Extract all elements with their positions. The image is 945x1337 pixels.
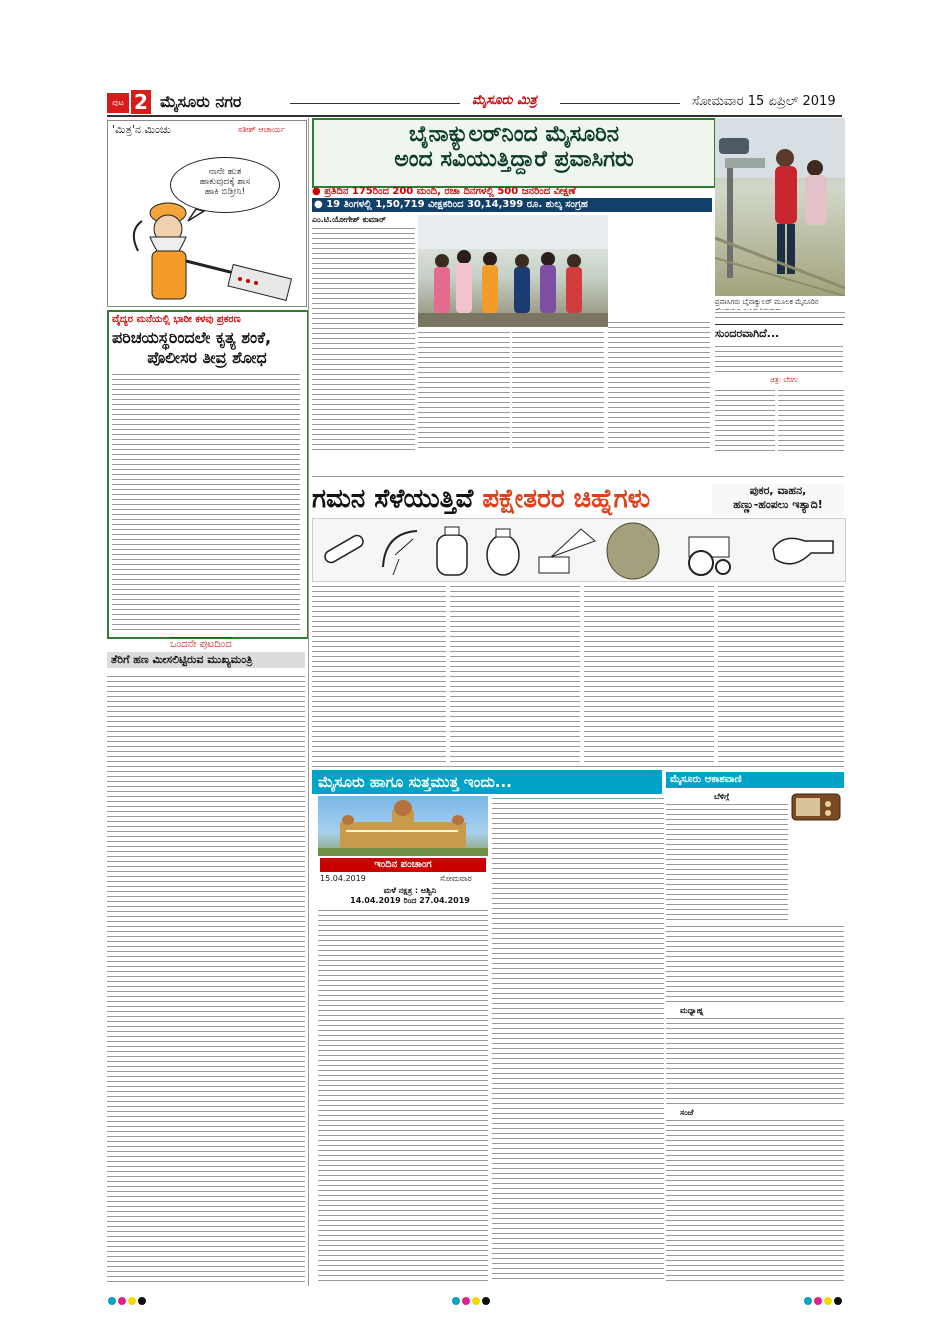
symbols-headline <box>312 482 712 516</box>
symbols-headline-black: ಗಮನ ಸೆಳೆಯುತ್ತಿವೆ <box>312 484 474 514</box>
theft-headline-2: ಪೊಲೀಸರ ತೀವ್ರ ಶೋಧ <box>147 348 267 367</box>
whistle-icon <box>773 538 833 563</box>
cartoon-panel <box>107 120 307 307</box>
radio-title: ಮೈಸೂರು ಆಕಾಶವಾಣಿ <box>666 772 844 788</box>
tourists-group-illustration <box>418 215 608 327</box>
symbols-side-line-1: ಪುಕರ, ವಾಹನ, <box>749 484 807 497</box>
lead-body-col-1 <box>312 226 415 350</box>
gramophone-icon <box>539 529 595 573</box>
lead-body-col-1b <box>312 352 415 452</box>
lead-headline-line-2: ಅಂದ ಸವಿಯುತ್ತಿದ್ದಾರೆ ಪ್ರವಾಸಿಗರು <box>394 147 634 172</box>
page-label: ಪುಟ <box>107 93 129 113</box>
radio-body-2 <box>666 924 844 1004</box>
grenade-icon <box>487 529 519 575</box>
symbols-body-col-1 <box>312 584 446 764</box>
tractor-icon <box>689 537 730 575</box>
radio-slot-morning: ಬೆಳಿಗ್ಗೆ <box>714 792 730 801</box>
registration-marks-left <box>108 1290 148 1309</box>
lead-photo-caption: ಪ್ರವಾಸಿಗರು ಬೈನಾಕ್ಯುಲರ್ ಮೂಲಕ ಮೈಸೂರಿನ <box>715 298 819 306</box>
radio-icon <box>790 788 842 822</box>
lead-side-photo-credit: ಚಿತ್ರ: ಬೆರಗು <box>770 376 799 384</box>
jackfruit-icon <box>607 523 659 579</box>
column-rule-1 <box>308 118 309 1286</box>
panchanga-date: 15.04.2019 <box>320 874 366 883</box>
radio-morning-body <box>666 802 788 922</box>
one-more-body <box>107 674 305 1282</box>
header-rule <box>107 115 842 117</box>
lead-bullet-2: ● 19 ತಿಂಗಳಲ್ಲಿ 1,50,719 ವೀಕ್ಷಕರಿಂದ 30,14,399 ರೂ. ಶುಲ್ಕ ಸಂಗ್ರಹ <box>312 198 712 212</box>
column-rule-2 <box>312 476 844 477</box>
lead-side-body-3 <box>778 388 844 452</box>
lead-side-body-1 <box>715 344 843 374</box>
lead-body-col-3 <box>512 330 604 452</box>
symbols-strip <box>312 518 846 582</box>
mysore-palace-illustration <box>318 796 488 856</box>
symbols-body-col-2 <box>450 584 580 764</box>
header-rule-left <box>290 103 460 104</box>
one-more-label: ಒಂದನೇ ಪುಟದಿಂದ <box>170 639 232 650</box>
speech-line-3: ಹಾಕಿ ಬಿಡ್ತೀನಿ! <box>204 187 246 197</box>
gas-cylinder-icon <box>437 527 467 575</box>
panchanga-weekday: ಸೋಮವಾರ <box>440 874 472 883</box>
cartoon-title: 'ಮಿತ್ರ'ನ ಮಿಂಚು <box>112 123 171 136</box>
lead-body-col-2 <box>418 330 510 452</box>
page-number: 2 <box>131 90 151 114</box>
cartoon-illustration <box>108 121 306 306</box>
lead-group-photo <box>418 215 608 327</box>
registration-marks-center <box>452 1290 492 1309</box>
registration-marks-right <box>804 1290 844 1309</box>
one-more-headline: ತೆರಿಗೆ ಹಣ ಮೀಸಲಿಟ್ಟಿರುವ ಮುಖ್ಯಮಂತ್ರಿ <box>107 652 305 668</box>
cartoon-credit: ಸತೀಶ್ ಆಚಾರ್ಯ <box>238 125 285 134</box>
lead-subhead: ಸುಂದರವಾಗಿದೆ... <box>715 324 843 343</box>
panchanga-body <box>318 908 488 1282</box>
lead-headline-line-1: ಬೈನಾಕ್ಯುಲರ್‌ನಿಂದ ಮೈಸೂರಿನ <box>408 122 620 147</box>
header-rule-right <box>560 103 680 104</box>
radio-body-3 <box>666 1016 844 1106</box>
panchanga-title: ಇಂದಿನ ಪಂಚಾಂಗ <box>320 858 486 872</box>
theft-headline-1: ಪರಿಚಯಸ್ಥರಿಂದಲೇ ಕೃತ್ಯ ಶಂಕೆ, <box>112 328 272 347</box>
speech-line-2: ಹಾಕುವುದಕ್ಕೆ ಶಾಸ <box>199 177 251 187</box>
symbols-illustrations <box>313 519 845 581</box>
theft-kicker: ವೈದ್ಯರ ಮನೆಯಲ್ಲಿ ಭಾರೀ ಕಳವು ಪ್ರಕರಣ <box>112 314 241 325</box>
radio-body-4 <box>666 1118 844 1282</box>
section-title: ಮೈಸೂರು ನಗರ <box>160 92 242 111</box>
today-headline: ಮೈಸೂರು ಹಾಗೂ ಸುತ್ತಮುತ್ತ ಇಂದು... <box>312 770 662 794</box>
lead-main-photo <box>715 118 845 296</box>
lead-byline: ಎಂ.ಟಿ.ಯೋಗೇಶ್ ಕುಮಾರ್ <box>312 215 386 224</box>
rolling-pin-icon <box>323 533 365 564</box>
lead-caption-lines <box>715 310 845 322</box>
today-events-col-1 <box>492 796 664 1282</box>
satellite-dish-icon <box>383 531 417 575</box>
column-rule-3 <box>312 766 844 767</box>
binocular-viewers-illustration <box>715 118 845 296</box>
header-date: ಸೋಮವಾರ 15 ಏಪ್ರಿಲ್ 2019 <box>692 94 836 109</box>
radio-slot-evening: ಸಂಜೆ <box>680 1108 694 1117</box>
symbols-side-note <box>712 484 844 516</box>
speech-line-1: ನಾನೇ ಹುತ <box>208 167 242 177</box>
lead-side-body-2 <box>715 388 775 452</box>
palace-photo <box>318 796 488 856</box>
panchanga-range: 14.04.2019 ರಿಂದ 27.04.2019 <box>350 896 470 905</box>
lead-body-col-4 <box>608 320 710 452</box>
symbols-body-col-3 <box>584 584 714 764</box>
symbols-headline-red: ಪಕ್ಷೇತರರ ಚಿಹ್ನೆಗಳು <box>482 484 651 514</box>
lead-headline-box <box>312 118 716 188</box>
theft-body <box>112 372 300 630</box>
radio-set-icon <box>790 788 842 822</box>
masthead-logo: ಮೈಸೂರು ಮಿತ್ರ <box>472 93 537 108</box>
symbols-body-col-4 <box>718 584 844 764</box>
symbols-side-line-2: ಹಣ್ಣು-ಹಂಪಲು ಇತ್ಯಾದಿ! <box>733 498 823 511</box>
lead-bullet-1: ● ಪ್ರತಿದಿನ 175ರಿಂದ 200 ಮಂದಿ, ರಜಾ ದಿನಗಳಲ್ಲಿ 500 ಜನರಿಂದ ವೀಕ್ಷಣೆ <box>312 186 576 197</box>
panchanga-nakshatra: ಮಳೆ ನಕ್ಷತ್ರ : ಅಶ್ವಿನಿ <box>383 886 437 895</box>
radio-slot-noon: ಮಧ್ಯಾಹ್ನ <box>680 1006 704 1015</box>
